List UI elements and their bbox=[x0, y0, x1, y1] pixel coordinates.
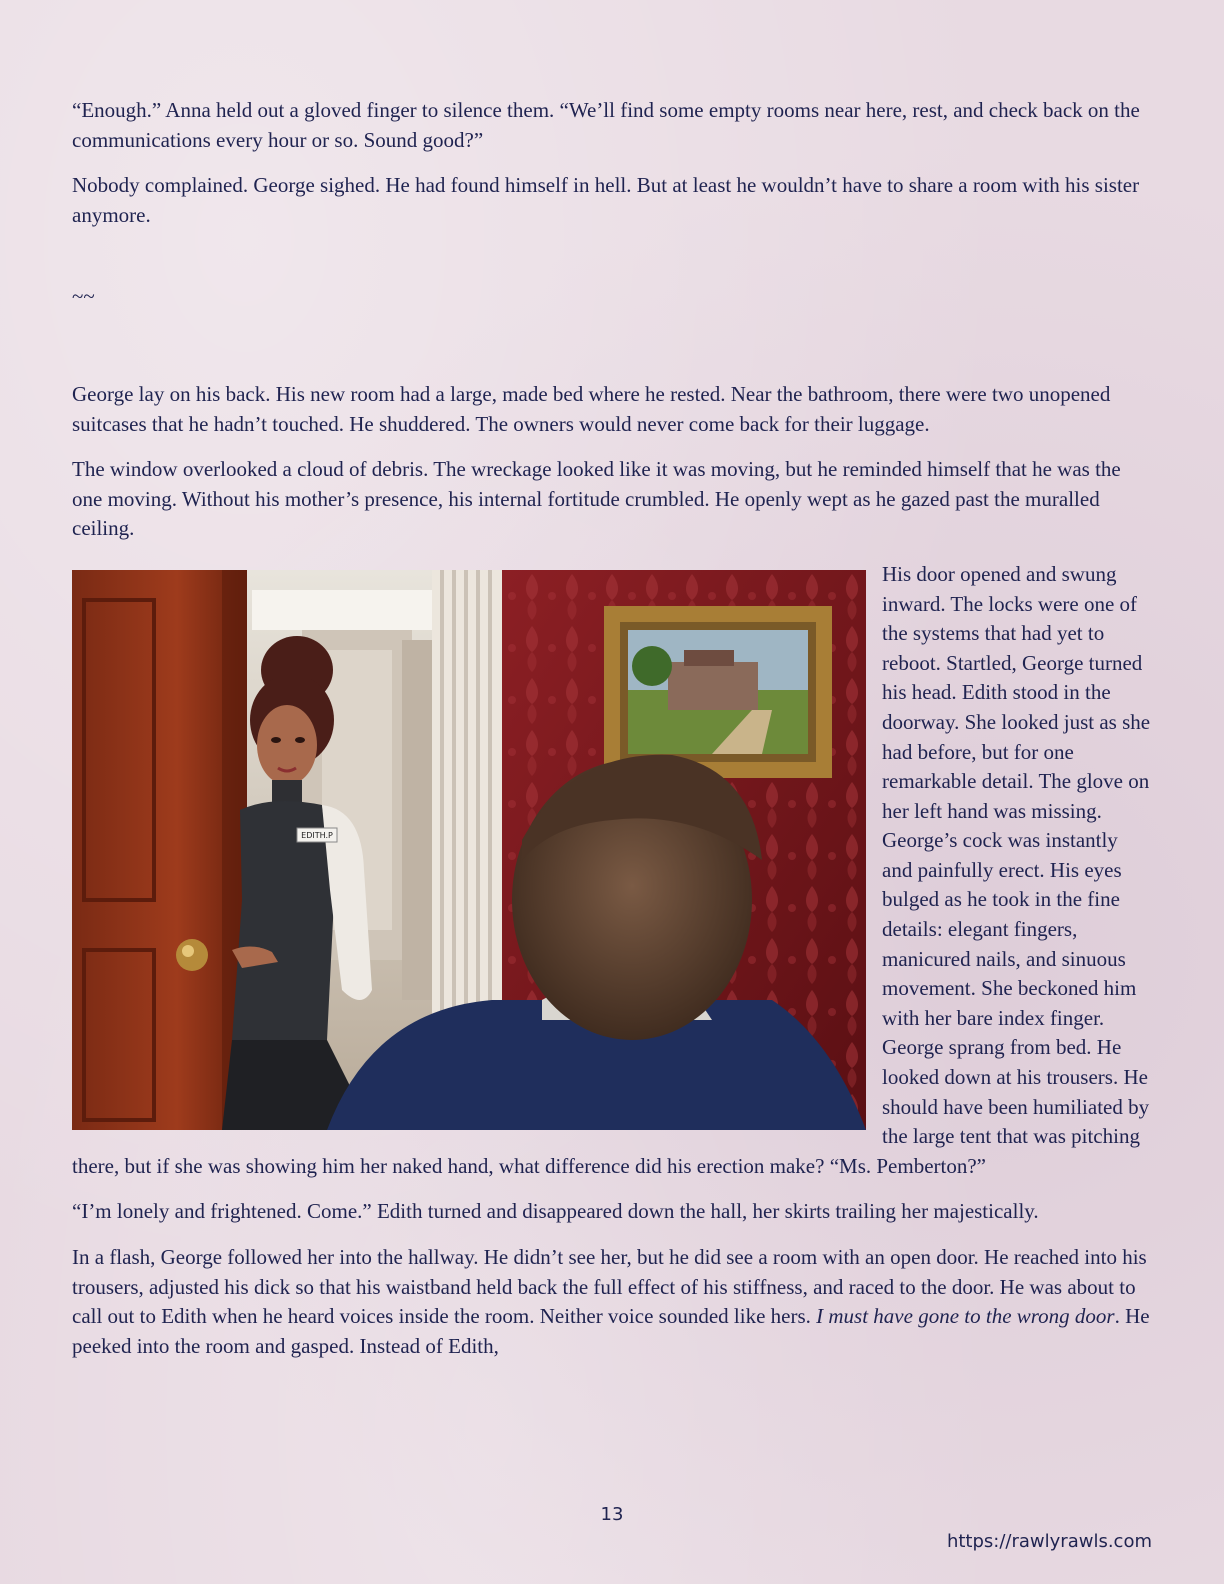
italic-thought: I must have gone to the wrong door bbox=[816, 1304, 1115, 1329]
scene-separator: ~~ bbox=[72, 284, 95, 309]
paragraph: The window overlooked a cloud of debris. The wreckage looked like it was moving, but he reminded himself that he was the one moving. Without his mother’s presence, his internal fortitude crumbled. He openly wept as he gazed past the muralled ceiling. bbox=[72, 457, 1121, 541]
paragraph: “Enough.” Anna held out a gloved finger to silence them. “We’ll find some empty rooms near here, rest, and check back on the communications every hour or so. Sound good?” bbox=[72, 98, 1140, 152]
paragraph-text: In a flash, George followed her into the hallway. He didn’t see her, but he did see a room with an open door. He reached into his trousers, adjusted his dick so that his waistband held back the full effect of his stiffness, and raced to the door. He was about to call out to Edith when he heard voices inside the room. Neither voice sounded like hers. bbox=[72, 1245, 1147, 1329]
paragraph-text: . He peeked into the room and gasped. Instead of Edith, bbox=[72, 1304, 1150, 1358]
page-number: 13 bbox=[600, 1504, 624, 1525]
story-illustration bbox=[72, 570, 866, 1130]
site-url[interactable]: https://rawlyrawls.com bbox=[946, 1531, 1152, 1552]
paragraph bbox=[72, 1243, 1152, 1361]
name-tag: EDITH.P bbox=[301, 830, 333, 840]
paragraph: “I’m lonely and frightened. Come.” Edith turned and disappeared down the hall, her skirts trailing her majestically. bbox=[72, 1199, 1039, 1224]
paragraph: Nobody complained. George sighed. He had found himself in hell. But at least he wouldn’t have to share a room with his sister anymore. bbox=[72, 173, 1140, 227]
page-body bbox=[72, 96, 1152, 1377]
paragraph-wrapped: His door opened and swung inward. The locks were one of the systems that had yet to reboot. Startled, George turned his head. Edith stood in the doorway. She looked just as she had before, but for one remarkable detail. The glove on her left hand was missing. George’s cock was instantly and painfully erect. His eyes bulged as he took in the fine details: elegant fingers, manicured nails, and sinuous movement. She beckoned him with her bare index finger. George sprang from bed. He looked down at his trousers. He should have been humiliated by the large tent that was pitching there, but if she was showing him her naked hand, what difference did his erection make? “Ms. Pemberton?” bbox=[72, 561, 1151, 1178]
paragraph: George lay on his back. His new room had a large, made bed where he rested. Near the bathroom, there were two unopened suitcases that he hadn’t touched. He shuddered. The owners would never come back for their luggage. bbox=[72, 381, 1111, 436]
